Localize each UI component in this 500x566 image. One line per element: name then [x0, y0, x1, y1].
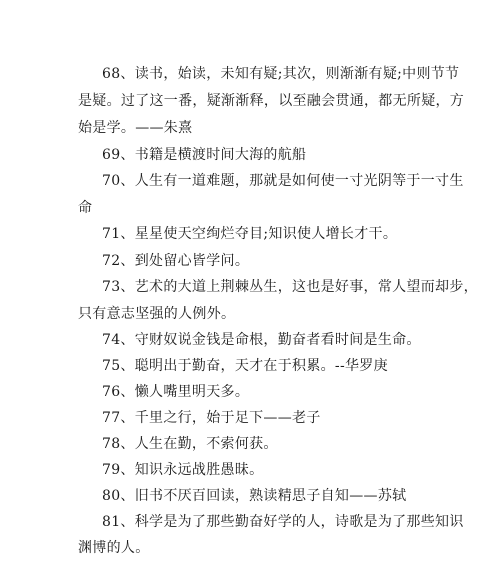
- quote-80-line-1: 80、旧书不厌百回读，熟读精思子自知——苏轼: [102, 488, 407, 504]
- quote-76-line-1: 76、懒人嘴里明天多。: [102, 384, 250, 400]
- quote-71-line-1: 71、星星使天空绚烂夺目;知识使人增长才干。: [102, 226, 398, 242]
- quote-73-line-2: 只有意志坚强的人例外。: [78, 306, 236, 322]
- quote-70-line-2: 命: [78, 200, 93, 216]
- quote-68-line-1: 68、读书，始读，未知有疑;其次，则渐渐有疑;中则节节: [102, 66, 460, 82]
- quote-77-line-1: 77、千里之行，始于足下——老子: [102, 410, 321, 426]
- quote-72-line-1: 72、到处留心皆学问。: [102, 253, 250, 269]
- quote-81-line-1: 81、科学是为了那些勤奋好学的人，诗歌是为了那些知识: [102, 514, 464, 530]
- quote-81-line-2: 渊博的人。: [78, 540, 150, 556]
- quote-78-line-1: 78、人生在勤，不索何获。: [102, 436, 278, 452]
- quote-70-line-1: 70、人生有一道难题，那就是如何使一寸光阴等于一寸生: [102, 173, 464, 189]
- quote-69-line-1: 69、书籍是横渡时间大海的航船: [102, 147, 307, 163]
- quote-74-line-1: 74、守财奴说金钱是命根，勤奋者看时间是生命。: [102, 332, 421, 348]
- quote-75-line-1: 75、聪明出于勤奋，天才在于积累。--华罗庚: [102, 358, 388, 374]
- quote-73-line-1: 73、艺术的大道上荆棘丛生，这也是好事，常人望而却步，: [102, 279, 478, 295]
- quote-68-line-3: 始是学。——朱熹: [78, 120, 193, 136]
- quote-79-line-1: 79、知识永远战胜愚昧。: [102, 462, 264, 478]
- quote-68-line-2: 是疑。过了这一番，疑渐渐释，以至融会贯通，都无所疑，方: [78, 93, 465, 109]
